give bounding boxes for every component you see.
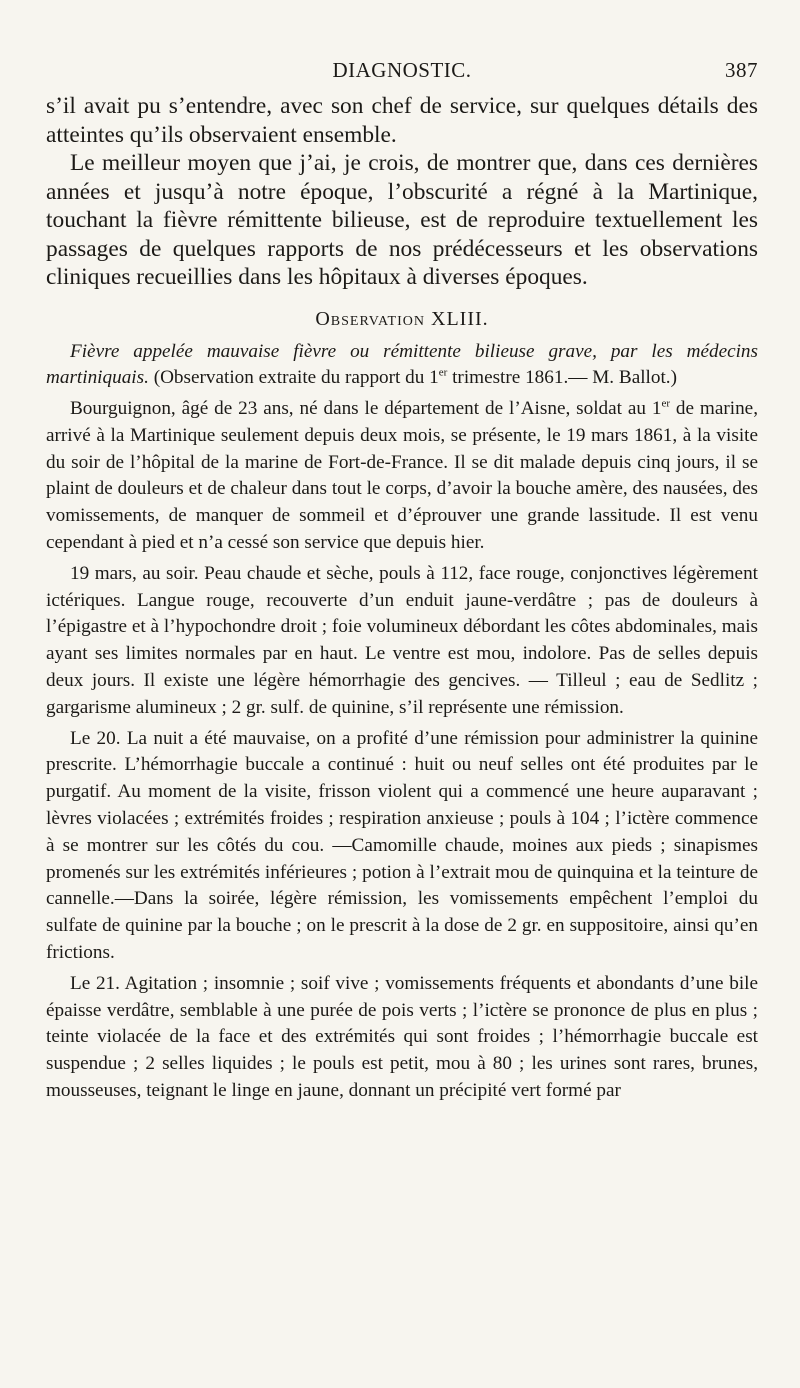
observation-paragraph-1 (46, 396, 758, 557)
observation-subtitle (46, 339, 758, 393)
paragraph-text: de marine, arrivé à la Martinique seulement depuis deux mois, se présente, le 19 mars 1861, à la visite du soir de l’hôpital de la marine de Fort-de-France. Il se dit malade depuis cinq jours, il se plaint de douleurs et de chaleur dans tout le corps, d’avoir la bouche amère, des nausées, des vomissements, de manquer de sommeil et d’éprouver une grande lassitude. Il est venu cependant à pied et n’a cessé son service que depuis hier. (46, 398, 758, 554)
observation-subtitle-source-end: trimestre 1861.— M. Ballot.) (447, 367, 677, 389)
observation-paragraph-4: Le 21. Agitation ; insomnie ; soif vive ; vomissements fréquents et abondants d’une bile épaisse verdâtre, semblable à une purée de pois verts ; l’ictère se prononce de plus en plus ; teinte violacée de la face et des extrémités qui sont froides ; l’hémorrhagie buccale est suspendue ; 2 selles liquides ; le pouls est petit, mou à 80 ; les urines sont rares, brunes, mousseuses, teignant le linge en jaune, donnant un précipité vert formé par (46, 972, 758, 1102)
running-title: DIAGNOSTIC. (332, 58, 472, 82)
observation-paragraph-2: 19 mars, au soir. Peau chaude et sèche, pouls à 112, face rouge, conjonctives légèrement ictériques. Langue rouge, recouverte d’un enduit jaune-verdâtre ; pas de douleurs à l’épigastre et à l’hypochondre droit ; foie volumineux débordant les côtes abdominales, mais ayant ses limites normales par en haut. Le ventre est mou, indolore. Pas de selles depuis deux jours. Il existe une légère hémorrhagie des gencives. — Tilleul ; eau de Sedlitz ; gargarisme alumineux ; 2 gr. sulf. de quinine, s’il représente une rémission. (46, 562, 758, 718)
observation-subtitle-italic: Fièvre appelée mauvaise fièvre ou rémittente bilieuse grave, par les médecins martiniquais. (46, 340, 758, 389)
running-head (46, 58, 758, 92)
observation-body (46, 339, 758, 1105)
paragraph-text: Bourguignon, âgé de 23 ans, né dans le département de l’Aisne, soldat au 1 (70, 398, 662, 420)
book-page (46, 58, 758, 1105)
page-number: 387 (725, 58, 758, 82)
observation-paragraph-3: Le 20. La nuit a été mauvaise, on a profité d’une rémission pour administrer la quinine prescrite. L’hémorrhagie buccale a continué : huit ou neuf selles ont été produites par le purgatif. Au moment de la visite, frisson violent qui a commencé une heure auparavant ; lèvres violacées ; extrémités froides ; respiration anxieuse ; pouls à 104 ; l’ictère commence à se montrer sur les côtés du cou. —Camomille chaude, moines aux pieds ; sinapismes promenés sur les extrémités inférieures ; potion à l’extrait mou de quinquina et la teinture de cannelle.—Dans la soirée, légère rémission, les vomissements empêchent l’emploi du sulfate de quinine par la bouche ; on le prescrit à la dose de 2 gr. en suppositoire, ainsi qu’en frictions. (46, 727, 758, 964)
intro-text (46, 92, 758, 292)
observation-subtitle-source: (Observation extraite du rapport du 1 (148, 367, 439, 389)
intro-paragraph-1: s’il avait pu s’entendre, avec son chef de service, sur quelques détails des atteintes qu’ils observaient ensemble. (46, 93, 758, 148)
observation-heading: Observation XLIII. (315, 307, 489, 330)
superscript: er (661, 397, 671, 410)
superscript: er (438, 366, 448, 379)
intro-paragraph-2: Le meilleur moyen que j’ai, je crois, de montrer que, dans ces dernières années et jusqu’à notre époque, l’obscurité a régné à la Martinique, touchant la fièvre rémittente bilieuse, est de reproduire textuellement les passages de quelques rapports de nos prédécesseurs et les observations cliniques recueillies dans les hôpitaux à diverses époques. (46, 150, 758, 290)
